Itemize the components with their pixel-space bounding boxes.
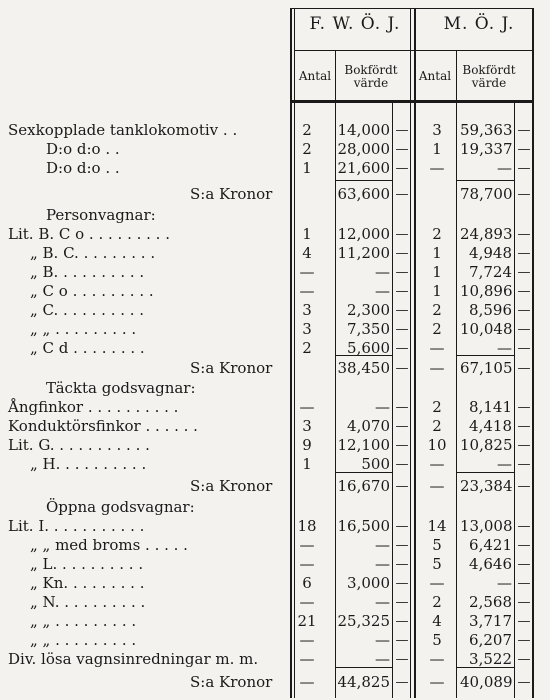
table-row (0, 263, 550, 282)
moj-value-cell: 8,596 (469, 301, 512, 319)
table-row (0, 140, 550, 159)
fwoj-ore-cell: — (395, 519, 409, 534)
fwoj-value-cell: 12,100 (337, 436, 390, 454)
moj-value-cell: 78,700 (460, 185, 513, 203)
moj-antal-cell: 1 (432, 140, 442, 158)
table-row (0, 612, 550, 631)
fwoj-antal-cell: 4 (302, 244, 312, 262)
table-row (0, 631, 550, 650)
fwoj-ore-cell: — (395, 265, 409, 280)
moj-ore-cell: — (517, 675, 531, 690)
row-label: „ H. . . . . . . . . . (30, 455, 147, 473)
moj-antal-cell: 5 (432, 631, 442, 649)
table-row (0, 417, 550, 436)
moj-ore-cell: — (517, 265, 531, 280)
fwoj-antal-cell: 21 (297, 612, 317, 630)
fwoj-antal-cell: 18 (297, 517, 317, 535)
fwoj-antal-cell: 6 (302, 574, 312, 592)
moj-ore-cell: — (517, 123, 531, 138)
header-moj: M. Ö. J. (443, 14, 515, 34)
moj-value-cell: 3,717 (469, 612, 512, 630)
header-varde-label: värde (353, 76, 389, 90)
fwoj-antal-cell: 1 (302, 455, 312, 473)
moj-value-cell: 13,008 (460, 517, 513, 535)
moj-value-cell: 19,337 (460, 140, 513, 158)
fwoj-antal-cell: — (299, 263, 315, 281)
moj-value-cell: 4,418 (469, 417, 512, 435)
table-row (0, 320, 550, 339)
table-row (0, 517, 550, 536)
fwoj-antal-cell: 2 (302, 339, 312, 357)
moj-ore-cell: — (517, 576, 531, 591)
row-label: Täckta godsvagnar: (46, 379, 196, 397)
row-label: D:o d:o . . (46, 140, 120, 158)
row-label: „ C d . . . . . . . . (30, 339, 145, 357)
moj-value-cell: 4,948 (469, 244, 512, 262)
fwoj-antal-cell: — (299, 555, 315, 573)
row-label: D:o d:o . . (46, 159, 120, 177)
fwoj-value-cell: — (375, 398, 390, 416)
rule-header-bottom (290, 100, 534, 103)
fwoj-ore-cell: — (395, 123, 409, 138)
moj-ore-cell: — (517, 341, 531, 356)
fwoj-value-cell: 16,670 (337, 477, 390, 495)
row-label: Lit. I. . . . . . . . . . . (8, 517, 145, 535)
fwoj-value-cell: 16,500 (337, 517, 390, 535)
fwoj-antal-cell: 9 (302, 436, 312, 454)
fwoj-ore-cell: — (395, 341, 409, 356)
fwoj-value-cell: 2,300 (347, 301, 390, 319)
moj-value-cell: 24,893 (460, 225, 513, 243)
fwoj-ore-cell: — (395, 361, 409, 376)
moj-ore-cell: — (517, 187, 531, 202)
row-label: S:a Kronor (190, 359, 273, 377)
fwoj-ore-cell: — (395, 652, 409, 667)
row-label: „ B. C. . . . . . . . . (30, 244, 156, 262)
sum-row (0, 673, 550, 692)
table-row (0, 121, 550, 140)
moj-ore-cell: — (517, 479, 531, 494)
fwoj-ore-cell: — (395, 142, 409, 157)
fwoj-value-cell: 44,825 (337, 673, 390, 691)
table-row (0, 650, 550, 669)
fwoj-ore-cell: — (395, 614, 409, 629)
moj-ore-cell: — (517, 595, 531, 610)
moj-value-cell: 40,089 (460, 673, 513, 691)
fwoj-value-cell: 7,350 (347, 320, 390, 338)
moj-ore-cell: — (517, 633, 531, 648)
moj-antal-cell: — (429, 650, 445, 668)
header-antal-moj: Antal (418, 69, 452, 83)
moj-value-cell: 67,105 (460, 359, 513, 377)
moj-value-cell: 59,363 (460, 121, 513, 139)
table-row (0, 282, 550, 301)
header-bokfort-label: Bokfördt (344, 63, 398, 77)
fwoj-antal-cell: 1 (302, 159, 312, 177)
moj-antal-cell: 14 (427, 517, 447, 535)
sum-rule (336, 180, 392, 181)
moj-ore-cell: — (517, 538, 531, 553)
moj-ore-cell: — (517, 246, 531, 261)
moj-antal-cell: 5 (432, 555, 442, 573)
moj-value-cell: 8,141 (469, 398, 512, 416)
table-row (0, 574, 550, 593)
fwoj-ore-cell: — (395, 187, 409, 202)
moj-ore-cell: — (517, 400, 531, 415)
moj-antal-cell: — (429, 339, 445, 357)
moj-value-cell: 6,421 (469, 536, 512, 554)
fwoj-value-cell: 5,600 (347, 339, 390, 357)
fwoj-value-cell: 4,070 (347, 417, 390, 435)
fwoj-antal-cell: 3 (302, 320, 312, 338)
header-varde-label: värde (471, 76, 507, 90)
fwoj-ore-cell: — (395, 557, 409, 572)
row-label: „ L. . . . . . . . . . (30, 555, 144, 573)
row-label: S:a Kronor (190, 673, 273, 691)
fwoj-ore-cell: — (395, 457, 409, 472)
fwoj-ore-cell: — (395, 479, 409, 494)
moj-ore-cell: — (517, 614, 531, 629)
rule-header (294, 50, 532, 51)
fwoj-ore-cell: — (395, 400, 409, 415)
fwoj-value-cell: 63,600 (337, 185, 390, 203)
moj-antal-cell: — (429, 159, 445, 177)
moj-value-cell: 10,825 (460, 436, 513, 454)
moj-value-cell: 10,896 (460, 282, 513, 300)
moj-ore-cell: — (517, 142, 531, 157)
fwoj-value-cell: 21,600 (337, 159, 390, 177)
fwoj-ore-cell: — (395, 595, 409, 610)
moj-ore-cell: — (517, 519, 531, 534)
moj-ore-cell: — (517, 161, 531, 176)
sum-row (0, 185, 550, 204)
moj-antal-cell: 2 (432, 398, 442, 416)
moj-ore-cell: — (517, 457, 531, 472)
moj-value-cell: — (497, 339, 512, 357)
section-heading (0, 379, 550, 398)
row-label: Konduktörsfinkor . . . . . . (8, 417, 198, 435)
fwoj-value-cell: — (375, 631, 390, 649)
moj-value-cell: 7,724 (469, 263, 512, 281)
fwoj-antal-cell: — (299, 398, 315, 416)
row-label: „ B. . . . . . . . . . (30, 263, 145, 281)
moj-antal-cell: 2 (432, 225, 442, 243)
table-row (0, 455, 550, 474)
fwoj-value-cell: — (375, 593, 390, 611)
fwoj-value-cell: — (375, 650, 390, 668)
row-label: „ „ . . . . . . . . . (30, 612, 137, 630)
row-label: S:a Kronor (190, 185, 273, 203)
moj-ore-cell: — (517, 303, 531, 318)
fwoj-ore-cell: — (395, 322, 409, 337)
table-row (0, 398, 550, 417)
moj-value-cell: — (497, 159, 512, 177)
fwoj-value-cell: 500 (361, 455, 390, 473)
fwoj-value-cell: 14,000 (337, 121, 390, 139)
moj-antal-cell: 2 (432, 593, 442, 611)
fwoj-antal-cell: 3 (302, 301, 312, 319)
fwoj-antal-cell: — (299, 673, 315, 691)
moj-ore-cell: — (517, 438, 531, 453)
rule-top (290, 8, 534, 9)
moj-antal-cell: — (429, 359, 445, 377)
row-label: S:a Kronor (190, 477, 273, 495)
moj-ore-cell: — (517, 652, 531, 667)
fwoj-ore-cell: — (395, 538, 409, 553)
moj-ore-cell: — (517, 322, 531, 337)
fwoj-antal-cell: — (299, 631, 315, 649)
sum-rule (457, 180, 514, 181)
table-row (0, 159, 550, 178)
fwoj-value-cell: — (375, 555, 390, 573)
fwoj-ore-cell: — (395, 246, 409, 261)
fwoj-ore-cell: — (395, 227, 409, 242)
fwoj-value-cell: 3,000 (347, 574, 390, 592)
header-fwoj: F. W. Ö. J. (309, 14, 401, 34)
header-bokfort-label: Bokfördt (462, 63, 516, 77)
row-label: „ „ . . . . . . . . . (30, 631, 137, 649)
row-label: „ C. . . . . . . . . . (30, 301, 145, 319)
moj-antal-cell: 3 (432, 121, 442, 139)
fwoj-antal-cell: — (299, 282, 315, 300)
moj-value-cell: — (497, 574, 512, 592)
header-bokfort-fwoj (340, 64, 402, 90)
table-row (0, 225, 550, 244)
fwoj-ore-cell: — (395, 161, 409, 176)
table-row (0, 301, 550, 320)
moj-ore-cell: — (517, 284, 531, 299)
moj-value-cell: — (497, 455, 512, 473)
moj-antal-cell: 5 (432, 536, 442, 554)
fwoj-ore-cell: — (395, 675, 409, 690)
row-label: Lit. G. . . . . . . . . . . (8, 436, 150, 454)
row-label: „ Kn. . . . . . . . . (30, 574, 145, 592)
fwoj-antal-cell: 2 (302, 140, 312, 158)
fwoj-antal-cell: — (299, 593, 315, 611)
moj-ore-cell: — (517, 557, 531, 572)
fwoj-value-cell: — (375, 536, 390, 554)
sum-row (0, 359, 550, 378)
header-antal-fwoj: Antal (298, 69, 332, 83)
fwoj-ore-cell: — (395, 438, 409, 453)
moj-value-cell: 3,522 (469, 650, 512, 668)
row-label: Div. lösa vagnsinredningar m. m. (8, 650, 259, 668)
moj-antal-cell: 10 (427, 436, 447, 454)
moj-value-cell: 10,048 (460, 320, 513, 338)
row-label: Ångfinkor . . . . . . . . . . (8, 398, 179, 416)
header-bokfort-moj (458, 64, 520, 90)
table-row (0, 536, 550, 555)
table-row (0, 436, 550, 455)
fwoj-ore-cell: — (395, 303, 409, 318)
fwoj-value-cell: 28,000 (337, 140, 390, 158)
table-row (0, 555, 550, 574)
moj-antal-cell: — (429, 477, 445, 495)
section-heading (0, 498, 550, 517)
sum-row (0, 477, 550, 496)
moj-antal-cell: 1 (432, 244, 442, 262)
moj-value-cell: 6,207 (469, 631, 512, 649)
fwoj-value-cell: — (375, 282, 390, 300)
table-row (0, 593, 550, 612)
fwoj-antal-cell: — (299, 536, 315, 554)
row-label: „ C o . . . . . . . . . (30, 282, 154, 300)
fwoj-ore-cell: — (395, 284, 409, 299)
fwoj-antal-cell: 3 (302, 417, 312, 435)
fwoj-value-cell: 11,200 (337, 244, 390, 262)
row-label: „ N. . . . . . . . . . (30, 593, 146, 611)
fwoj-value-cell: 25,325 (337, 612, 390, 630)
row-label: Sexkopplade tanklokomotiv . . (8, 121, 238, 139)
moj-antal-cell: — (429, 455, 445, 473)
moj-ore-cell: — (517, 419, 531, 434)
moj-antal-cell: 4 (432, 612, 442, 630)
moj-value-cell: 2,568 (469, 593, 512, 611)
section-heading (0, 206, 550, 225)
fwoj-value-cell: 38,450 (337, 359, 390, 377)
moj-antal-cell: 1 (432, 282, 442, 300)
row-label: Öppna godsvagnar: (46, 498, 195, 516)
moj-antal-cell: 2 (432, 301, 442, 319)
moj-antal-cell: 2 (432, 417, 442, 435)
row-label: „ „ . . . . . . . . . (30, 320, 137, 338)
moj-antal-cell: — (429, 574, 445, 592)
fwoj-value-cell: — (375, 263, 390, 281)
row-label: Lit. B. C o . . . . . . . . . (8, 225, 170, 243)
fwoj-antal-cell: 2 (302, 121, 312, 139)
fwoj-value-cell: 12,000 (337, 225, 390, 243)
row-label: Personvagnar: (46, 206, 156, 224)
table-row (0, 244, 550, 263)
moj-ore-cell: — (517, 227, 531, 242)
moj-antal-cell: 2 (432, 320, 442, 338)
fwoj-antal-cell: — (299, 650, 315, 668)
moj-value-cell: 4,646 (469, 555, 512, 573)
moj-antal-cell: — (429, 673, 445, 691)
moj-ore-cell: — (517, 361, 531, 376)
table-row (0, 339, 550, 358)
fwoj-ore-cell: — (395, 576, 409, 591)
fwoj-antal-cell: 1 (302, 225, 312, 243)
fwoj-ore-cell: — (395, 419, 409, 434)
fwoj-ore-cell: — (395, 633, 409, 648)
moj-value-cell: 23,384 (460, 477, 513, 495)
row-label: „ „ med broms . . . . . (30, 536, 188, 554)
moj-antal-cell: 1 (432, 263, 442, 281)
